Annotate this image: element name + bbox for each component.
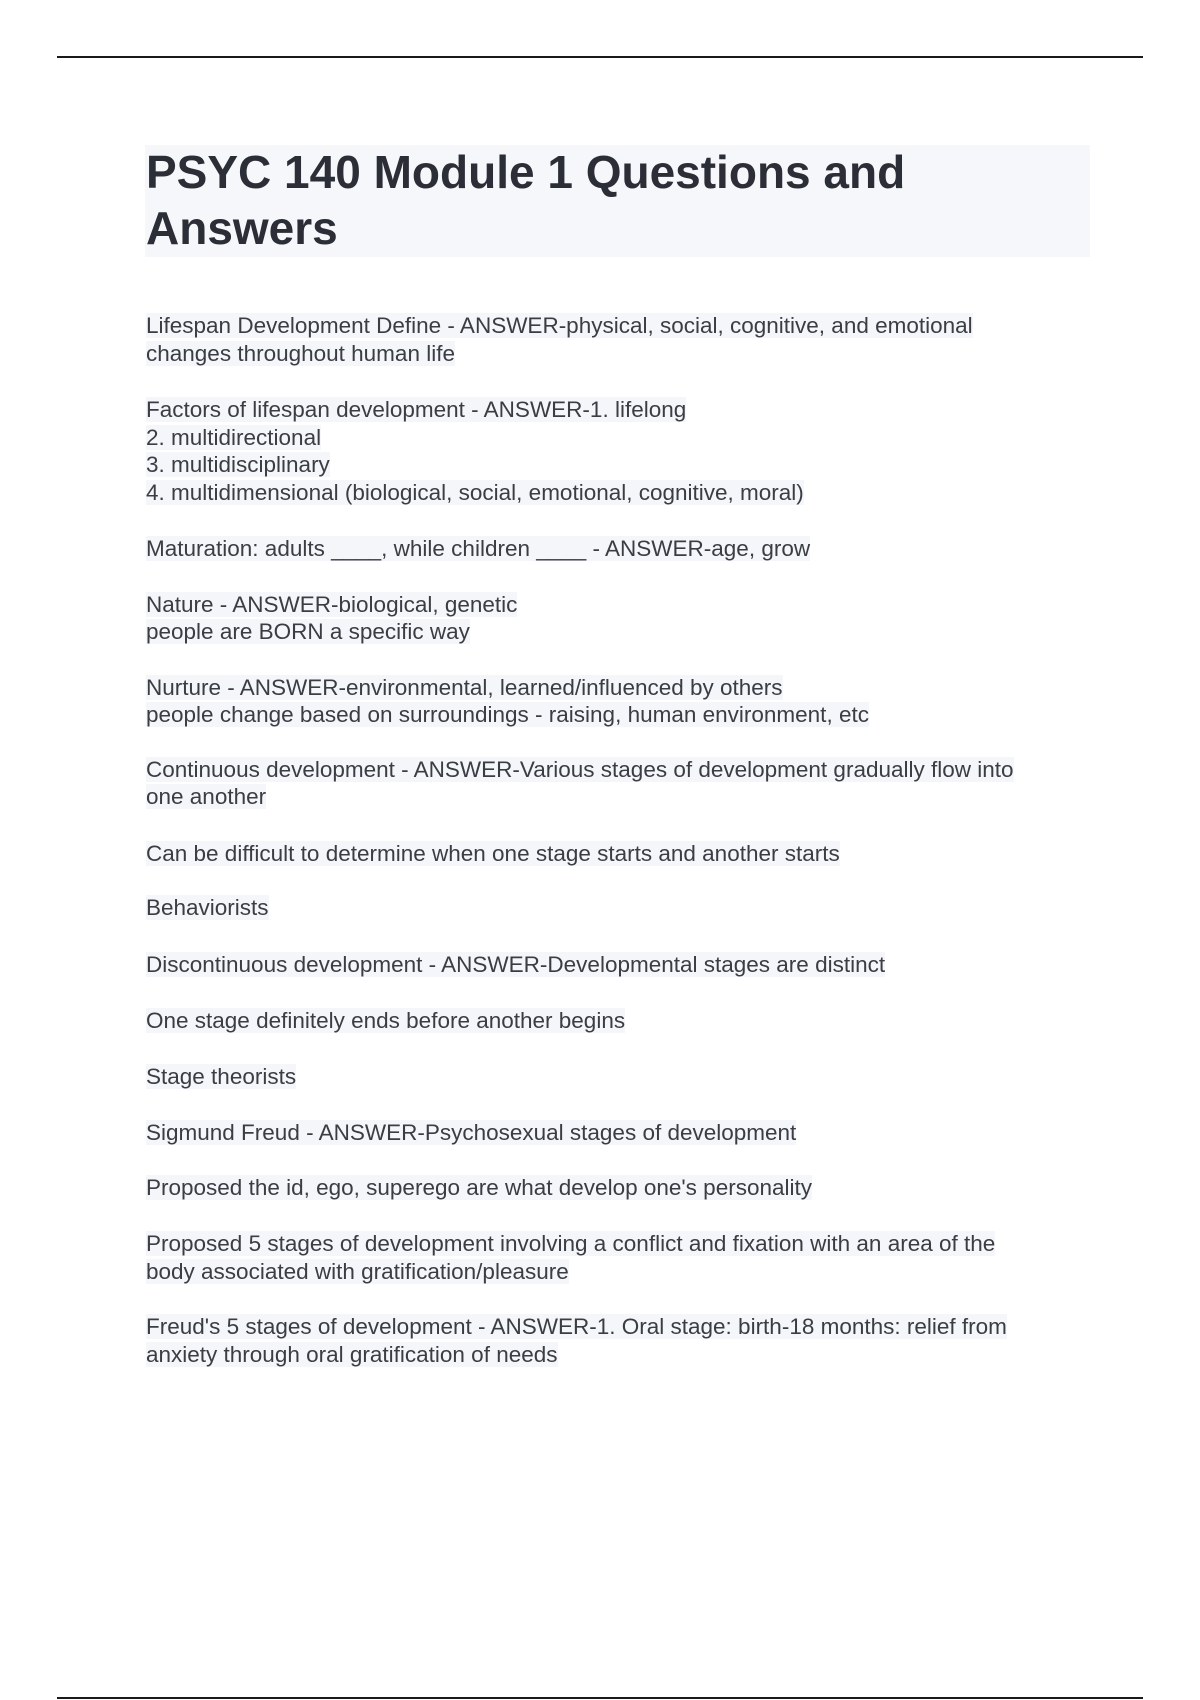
document-title: PSYC 140 Module 1 Questions and Answers (146, 146, 906, 254)
qa-entry-14: Proposed 5 stages of development involving a conflict and fixation with an area of the body associated with gratification/pleasure (146, 1231, 996, 1284)
qa-entry-9: Discontinuous development - ANSWER-Developmental stages are distinct (146, 951, 886, 977)
bottom-rule (57, 1697, 1143, 1699)
top-rule (57, 56, 1143, 58)
qa-entry-15: Freud's 5 stages of development - ANSWER-1. Oral stage: birth-18 months: relief from anxiety through oral gratification of needs (146, 1314, 1007, 1367)
qa-entry-10: One stage definitely ends before another begins (146, 1008, 626, 1033)
qa-entry-7: Can be difficult to determine when one stage starts and another starts (146, 840, 840, 866)
qa-entry-6: Continuous development - ANSWER-Various stages of development gradually flow into one another (146, 756, 1014, 809)
qa-entry-5: Nurture - ANSWER-environmental, learned/influenced by others people change based on surroundings - raising, human environment, etc (146, 674, 869, 727)
qa-entry-12: Sigmund Freud - ANSWER-Psychosexual stages of development (146, 1120, 797, 1145)
qa-entry-2: Factors of lifespan development - ANSWER-1. lifelong 2. multidirectional 3. multidisciplinary 4. multidimensional (biological, social, emotional, cognitive, moral) (146, 397, 804, 505)
qa-entry-13: Proposed the id, ego, superego are what develop one's personality (146, 1174, 812, 1200)
qa-entry-3: Maturation: adults ____, while children ____ - ANSWER-age, grow (146, 536, 811, 561)
qa-entry-4: Nature - ANSWER-biological, genetic people are BORN a specific way (146, 591, 518, 644)
qa-list (146, 312, 1086, 1368)
qa-entry-1: Lifespan Development Define - ANSWER-physical, social, cognitive, and emotional changes throughout human life (146, 313, 973, 366)
qa-entry-11: Stage theorists (146, 1063, 297, 1089)
qa-entry-8: Behaviorists (146, 895, 269, 920)
